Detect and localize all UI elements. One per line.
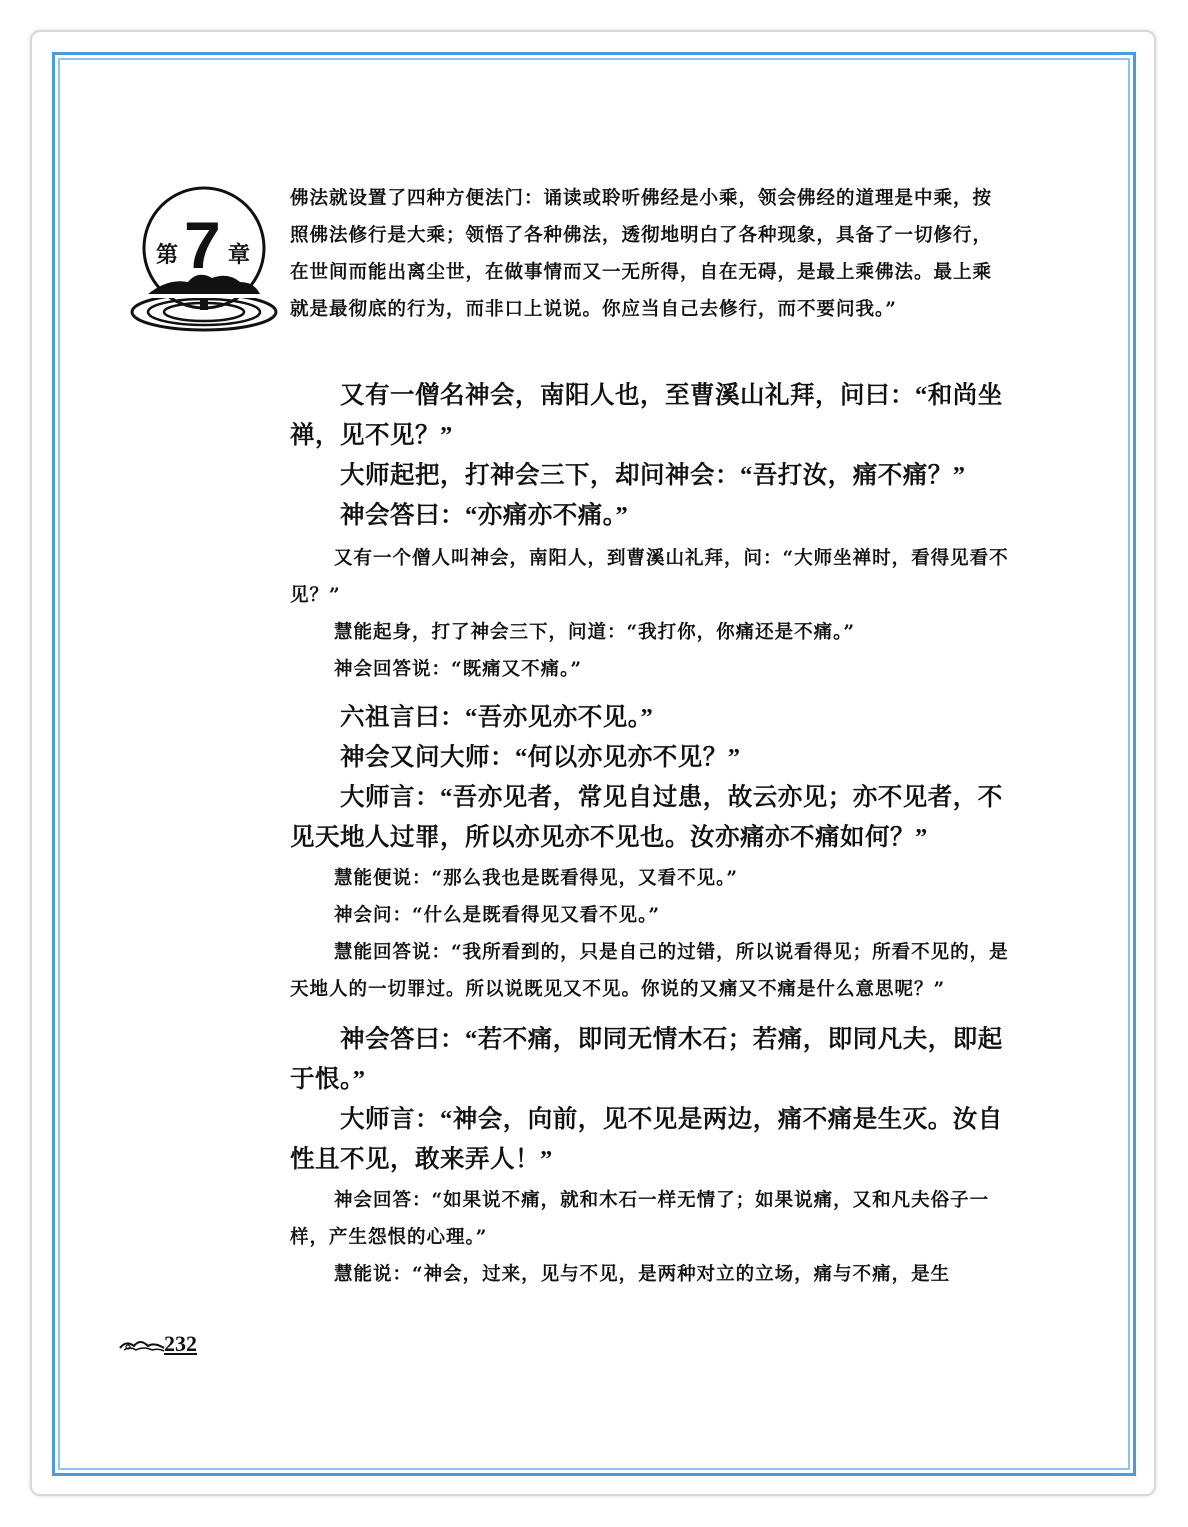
chapter-badge [128, 182, 280, 338]
section2-original-2: 神会又问大师：“何以亦见亦不见？” [340, 744, 741, 771]
section1-translation-3: 神会回答说：“既痛又不痛。” [334, 659, 583, 680]
chapter-emblem-icon [128, 182, 280, 338]
section2-translation-3: 慧能回答说：“我所看到的，只是自己的过错，所以说看得见；所看不见的，是天地人的一切罪过。所以说既见又不见。你说的又痛又不痛是什么意思呢？” [290, 942, 1009, 1000]
section1 [290, 376, 1010, 688]
section1-original-3: 神会答曰：“亦痛亦不痛。” [340, 502, 629, 529]
section2-original-3: 大师言：“吾亦见者，常见自过患，故云亦见；亦不见者，不见天地人过罪，所以亦见亦不见也。汝亦痛亦不痛如何？” [290, 784, 1003, 851]
section3-translation-1: 神会回答：“如果说不痛，就和木石一样无情了；如果说痛，又和凡夫俗子一样，产生怨恨的心理。” [290, 1190, 990, 1248]
section3-translation-2: 慧能说：“神会，过来，见与不见，是两种对立的立场，痛与不痛，是生 [334, 1264, 951, 1285]
section3-original-1: 神会答曰：“若不痛，即同无情木石；若痛，即同凡夫，即起于恨。” [290, 1026, 1003, 1093]
page-number: 232 [164, 1331, 197, 1356]
page-footer [118, 1326, 197, 1356]
section1-translation-2: 慧能起身，打了神会三下，问道：“我打你，你痛还是不痛。” [334, 622, 856, 643]
cloud-swirl-icon [118, 1334, 166, 1356]
section3 [290, 1020, 1010, 1293]
intro-translation: 佛法就设置了四种方便法门：诵读或聆听佛经是小乘，领会佛经的道理是中乘，按照佛法修行是大乘；领悟了各种佛法，透彻地明白了各种现象，具备了一切修行，在世间而能出离尘世，在做事情而又一无所得，自在无碍，是最上乘佛法。最上乘就是最彻底的行为，而非口上说说。你应当自己去修行，而不要问我。” [290, 188, 993, 320]
section2 [290, 698, 1010, 1008]
section1-original-2: 大师起把，打神会三下，却问神会：“吾打汝，痛不痛？” [340, 462, 966, 489]
section1-original-1: 又有一僧名神会，南阳人也，至曹溪山礼拜，问曰：“和尚坐禅，见不见？” [290, 382, 1003, 449]
section2-translation-2: 神会问：“什么是既看得见又看不见。” [334, 905, 661, 926]
section2-original-1: 六祖言曰：“吾亦见亦不见。” [340, 704, 654, 731]
section3-original-2: 大师言：“神会，向前，见不见是两边，痛不痛是生灭。汝自性且不见，敢来弄人！” [290, 1106, 1003, 1173]
chapter-number: 7 [184, 208, 221, 282]
chapter-suffix: 章 [228, 243, 251, 268]
chapter-prefix: 第 [156, 243, 179, 268]
section2-translation-1: 慧能便说：“那么我也是既看得见，又看不见。” [334, 868, 739, 889]
intro-block [290, 180, 1010, 328]
section1-translation-1: 又有一个僧人叫神会，南阳人，到曹溪山礼拜，问：“大师坐禅时，看得见看不见？” [290, 548, 1009, 606]
